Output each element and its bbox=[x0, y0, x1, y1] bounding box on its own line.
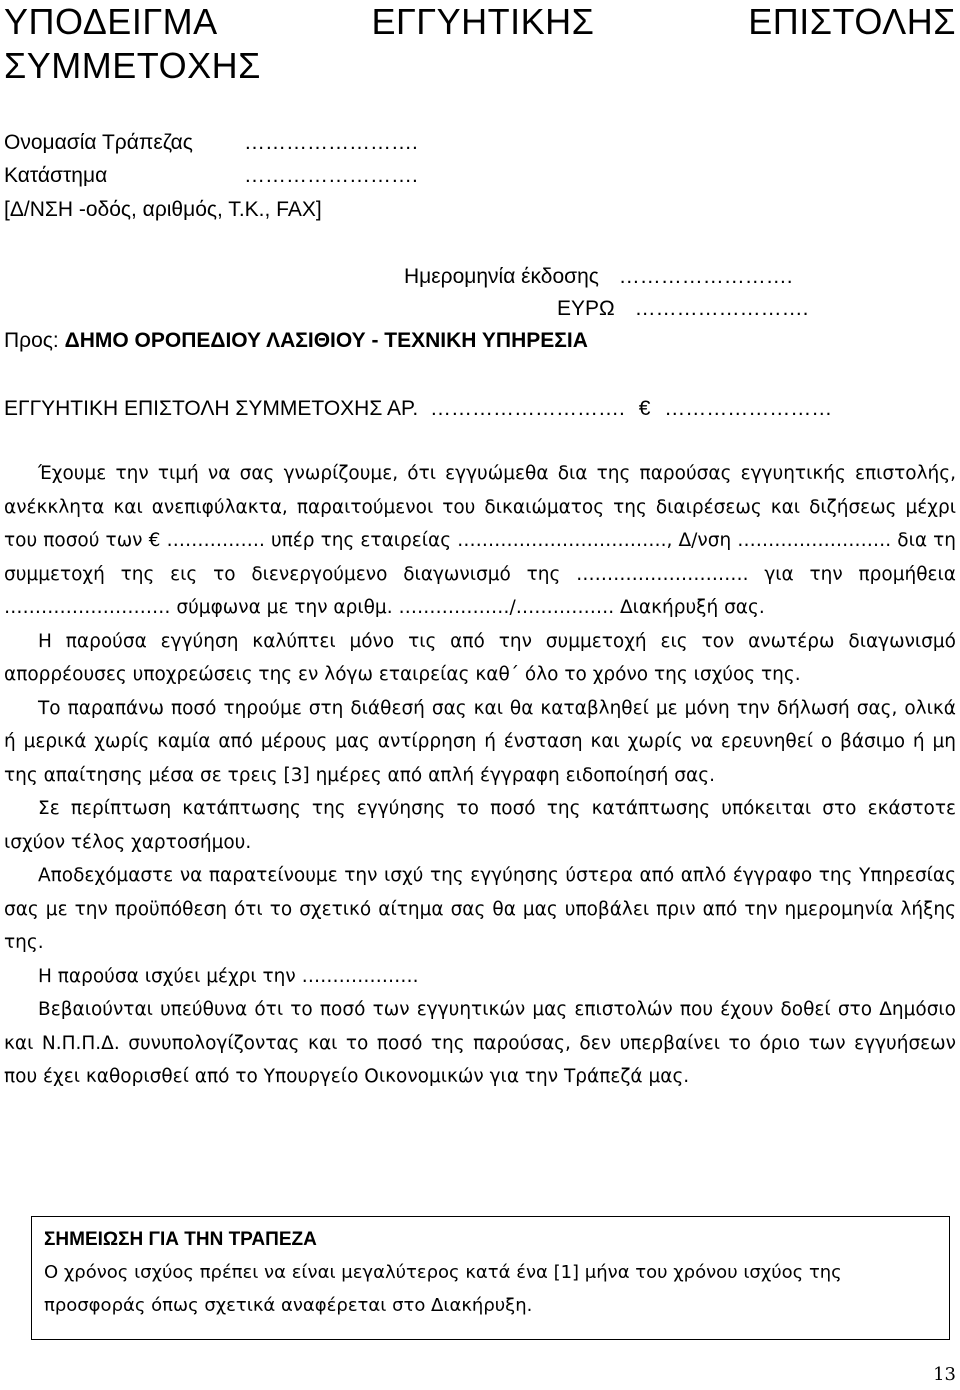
document-title bbox=[4, 0, 956, 88]
paragraph-validity: Η παρούσα ισχύει μέχρι την ………………. bbox=[38, 965, 419, 987]
issue-date-label: Ημερομηνία έκδοσης bbox=[404, 265, 599, 288]
address-line: [Δ/ΝΣΗ -οδός, αριθμός, Τ.Κ., FAX] bbox=[4, 198, 322, 221]
paragraph-extension: Αποδεχόμαστε να παρατείνουμε την ισχύ της εγγύησης ύστερα από απλό έγγραφο της Υπηρεσίας σας με την προϋπόθεση ότι το σχετικό αίτημα σας θα μας υποβάλει πριν από την ημερομηνία λήξης της. bbox=[4, 865, 956, 953]
amount-dots: …………………… bbox=[664, 397, 833, 420]
recipient-value: ΔΗΜΟ ΟΡΟΠΕΔΙΟΥ ΛΑΣΙΘΙΟΥ - ΤΕΧΝΙΚΗ ΥΠΗΡΕΣΙΑ bbox=[64, 329, 588, 352]
title-word-3: ΕΠΙΣΤΟΛΗΣ bbox=[748, 1, 956, 42]
bank-name-label: Ονομασία Τράπεζας bbox=[4, 131, 193, 154]
bank-name-line bbox=[4, 128, 418, 158]
paragraph-forfeiture: Σε περίπτωση κατάπτωσης της εγγύησης το ποσό της κατάπτωσης υπόκειται στο εκάστοτε ισχύον τέλος χαρτοσήμου. bbox=[4, 798, 956, 853]
paragraph-limit: Βεβαιούνται υπεύθυνα ότι το ποσό των εγγυητικών μας επιστολών που έχουν δοθεί στο Δημόσιο και Ν.Π.Π.Δ. συνυπολογίζοντας και το ποσό της παρούσας, δεν υπερβαίνει το όριο των εγγυήσεων που έχει καθορισθεί από το Υπουργείο Οικονομικών για την Τράπεζά μας. bbox=[4, 999, 956, 1087]
issue-date-dots: ……………………. bbox=[618, 265, 793, 288]
letter-number-label: ΕΓΓΥΗΤΙΚΗ ΕΠΙΣΤΟΛΗ ΣΥΜΜΕΤΟΧΗΣ ΑΡ. bbox=[4, 397, 419, 420]
bank-name-dots: ……………………. bbox=[244, 131, 418, 154]
euro-dots: ……………………. bbox=[634, 297, 809, 320]
euro-line bbox=[557, 294, 808, 324]
euro-sign: € bbox=[638, 397, 651, 420]
issue-date-line bbox=[404, 262, 793, 292]
page-number: 13 bbox=[933, 1364, 956, 1385]
recipient-line bbox=[4, 326, 588, 356]
recipient-label: Προς: bbox=[4, 329, 59, 352]
paragraph-payment: Το παραπάνω ποσό τηρούμε στη διάθεσή σας και θα καταβληθεί με μόνη την δήλωσή σας, ολικά ή μερικά χωρίς καμία από μέρους μας αντίρρηση ή ένσταση και χωρίς να ερευνηθεί ο βάσιμο ή μη της απαίτησης μέσα σε τρεις [3] ημέρες από απλή έγγραφη ειδοποίησή σας. bbox=[4, 697, 956, 786]
bank-note-heading: ΣΗΜΕΙΩΣΗ ΓΙΑ ΤΗΝ ΤΡΑΠΕΖΑ bbox=[44, 1229, 317, 1250]
title-word-2: ΕΓΓΥΗΤΙΚΗΣ bbox=[371, 1, 595, 42]
title-word-1: ΥΠΟΔΕΙΓΜΑ bbox=[4, 1, 218, 42]
letter-number-line bbox=[4, 394, 832, 424]
branch-dots: ……………………. bbox=[244, 164, 418, 187]
euro-label: ΕΥΡΩ bbox=[557, 297, 615, 320]
bank-note-text: Ο χρόνος ισχύος πρέπει να είναι μεγαλύτερος κατά ένα [1] μήνα του χρόνου ισχύος της προσφοράς όπως σχετικά αναφέρεται στο Διακήρυξη. bbox=[44, 1262, 842, 1316]
title-line-2: ΣΥΜΜΕΤΟΧΗΣ bbox=[4, 45, 261, 86]
letter-body bbox=[4, 457, 956, 1094]
bank-note-box bbox=[31, 1216, 950, 1340]
branch-line bbox=[4, 161, 418, 191]
branch-label: Κατάστημα bbox=[4, 164, 108, 187]
paragraph-guarantee: Έχουμε την τιμή να σας γνωρίζουμε, ότι εγγυώμεθα δια της παρούσας εγγυητικής επιστολής, ανέκκλητα και ανεπιφύλακτα, παραιτούμενοι του δικαιώματος της διαιρέσεως και διζήσεως μέχρι του ποσού των € ……………. υπέρ της εταιρείας ……………………………., Δ/νση ……………………. δια τη συμμετοχή της εις το διενεργούμενο διαγωνισμό της ………………………. για την προμήθεια ……………………… σύμφωνα με την αριθμ. ………………/……………. Διακήρυξή σας. bbox=[4, 463, 956, 618]
letter-number-dots: ………………………. bbox=[430, 397, 625, 420]
paragraph-coverage: Η παρούσα εγγύηση καλύπτει μόνο τις από την συμμετοχή εις τον ανωτέρω διαγωνισμό απορρέουσες υποχρεώσεις της εν λόγω εταιρείας καθ΄ όλο το χρόνο της ισχύος της. bbox=[4, 630, 956, 685]
